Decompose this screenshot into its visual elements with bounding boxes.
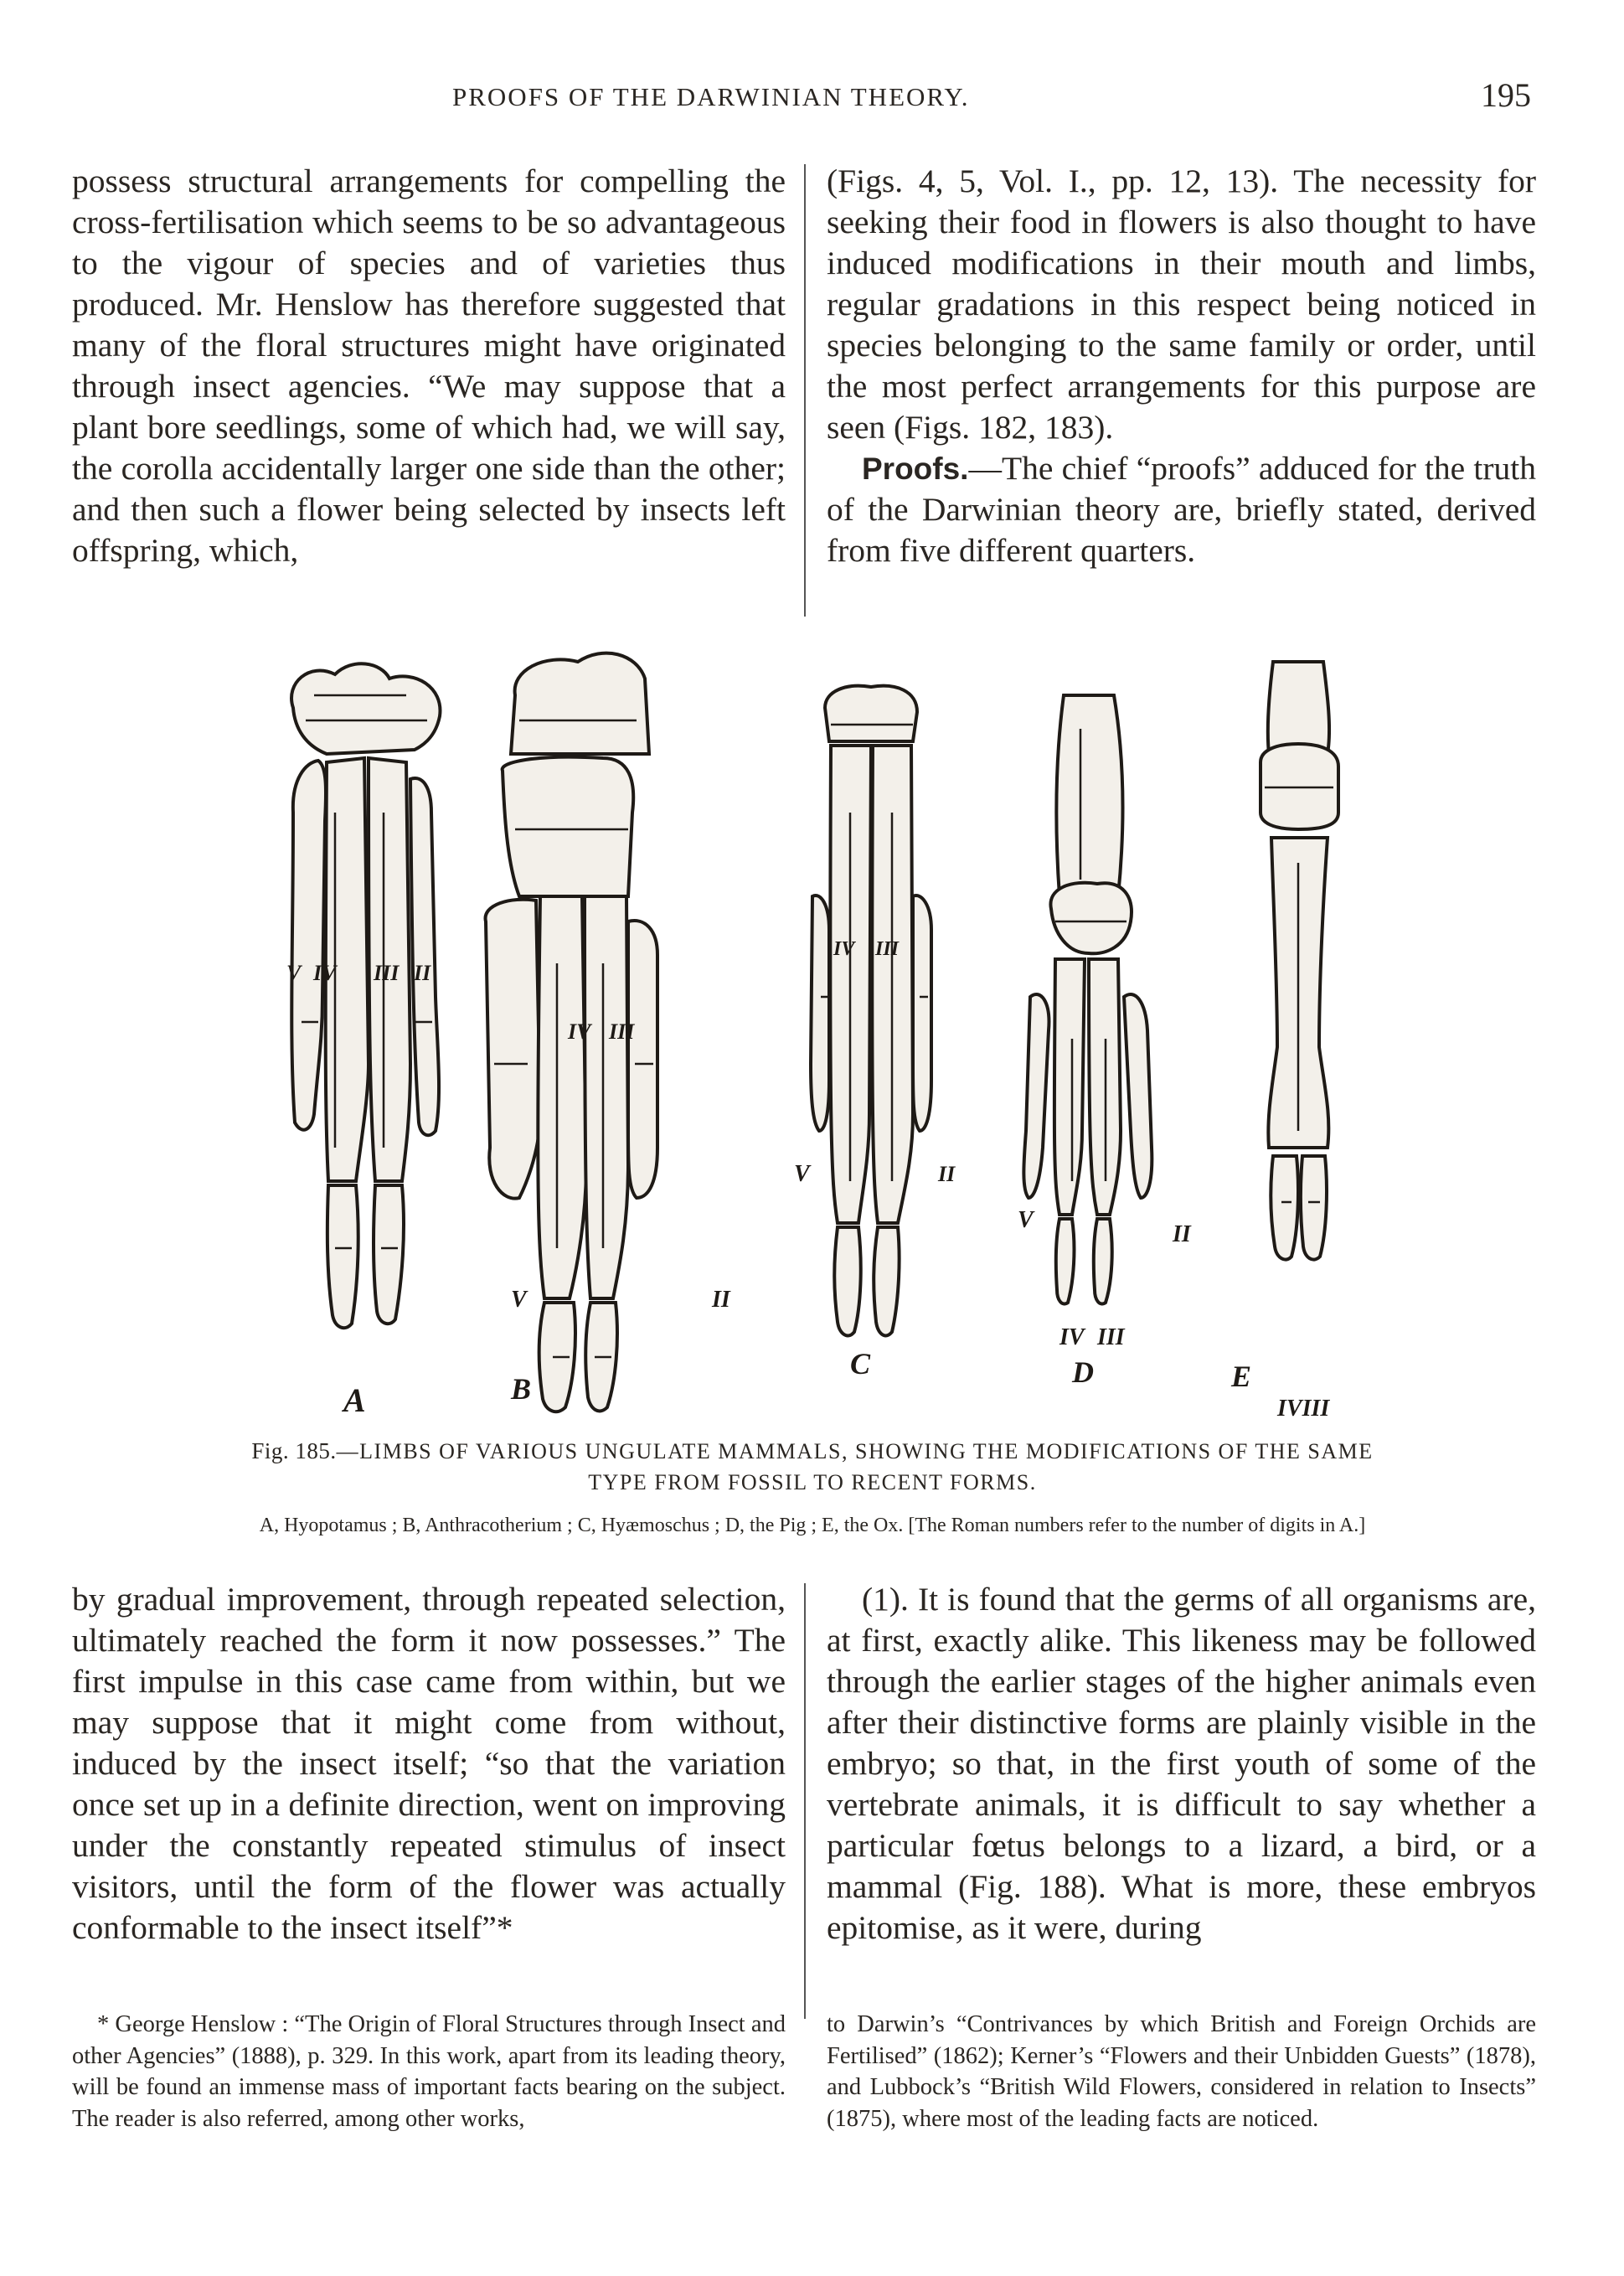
- footnote-right: [827, 2009, 1536, 2134]
- bottom-left-paragraph: by gradual improvement, through repeated selection, ultimately reached the form it now possesses.” The first impulse in this case came from within, but we may suppose that it might come from without, induced by the insect itself; “so that the variation once set up in a definite direction, went on improving under the constantly repeated stimulus of insect visitors, until the form of the flower was actually conformable to the insect itself”*: [72, 1581, 786, 1946]
- figure-caption-line-2: TYPE FROM FOSSIL TO RECENT FORMS.: [588, 1470, 1037, 1494]
- digit-label-d-ii: II: [1173, 1221, 1191, 1247]
- figure-legend: A, Hyopotamus ; B, Anthracotherium ; C, Hyæmoschus ; D, the Pig ; E, the Ox. [The Roman numbers refer to the number of digits in A.]: [259, 1515, 1366, 1536]
- proofs-heading: Proofs.: [862, 452, 969, 486]
- column-divider-top: [804, 164, 806, 617]
- limb-d-drawing: [1023, 695, 1152, 1304]
- top-left-column: [72, 161, 786, 571]
- bottom-left-column: [72, 1579, 786, 1948]
- footnote-right-text: to Darwin’s “Contrivances by which British and Foreign Orchids are Fertilised” (1862); Kerner’s “Flowers and their Unbidden Guests” (1878), and Lubbock’s “British Wild Flowers, considered in relation to Insects” (1875), where most of the leading facts are noticed.: [827, 2011, 1536, 2132]
- digit-label-b-v: V: [511, 1287, 527, 1313]
- digit-label-b-ii: II: [712, 1287, 730, 1313]
- digit-label-a-ii: II: [414, 961, 431, 985]
- top-left-paragraph: possess structural arrangements for compelling the cross-fertilisation which seems to be so advantageous to the vigour of species and of varieties thus produced. Mr. Henslow has therefore suggested that many of the floral structures might have originated through insect agencies. “We may suppose that a plant bore seedlings, some of which had, we will say, the corolla accidentally larger one side than the other; and then such a flower being selected by insects left offspring, which,: [72, 163, 786, 569]
- digit-label-a-iv: IV: [313, 961, 337, 985]
- figure-letter-a: A: [343, 1381, 366, 1419]
- figure-caption-text-1: —LIMBS OF VARIOUS UNGULATE MAMMALS, SHOWING THE MODIFICATIONS OF THE SAME: [336, 1439, 1374, 1463]
- digit-label-c-v: V: [794, 1161, 810, 1187]
- footnote-left: [72, 2009, 786, 2134]
- running-head: PROOFS OF THE DARWINIAN THEORY.: [452, 82, 970, 111]
- footnote-left-text: * George Henslow : “The Origin of Floral Structures through Insect and other Agencies” (1888), p. 329. In this work, apart from its leading theory, will be found an immense mass of important facts bearing on the subject. The reader is also referred, among other works,: [72, 2011, 786, 2132]
- limb-a-drawing: [291, 663, 440, 1328]
- limb-c-drawing: [811, 686, 931, 1336]
- digit-label-c-iii: III: [875, 938, 900, 960]
- digit-label-e-iv-iii: IVIII: [1277, 1396, 1330, 1422]
- column-divider-bottom: [804, 1583, 806, 2019]
- digit-label-c-iv: IV: [833, 938, 855, 960]
- top-right-column: [827, 161, 1536, 571]
- figure-letter-e: E: [1231, 1360, 1252, 1393]
- digit-label-b-iv: IV: [568, 1019, 591, 1044]
- digit-label-c-ii: II: [938, 1162, 956, 1186]
- digit-label-d-iv: IV: [1059, 1324, 1085, 1350]
- digit-label-a-iii: III: [374, 961, 400, 985]
- bottom-right-column: [827, 1579, 1536, 1948]
- page-number: 195: [1481, 76, 1531, 114]
- ungulate-limbs-illustration: [235, 645, 1390, 1424]
- figure-letter-b: B: [511, 1372, 532, 1406]
- proofs-paragraph: [827, 448, 1536, 571]
- figure-letter-c: C: [850, 1347, 871, 1381]
- digit-label-a-v: V: [286, 961, 302, 985]
- figure-number: Fig. 185.: [251, 1438, 337, 1463]
- limb-e-drawing: [1261, 662, 1338, 1260]
- proofs-paragraph-text: —The chief “proofs” adduced for the truth of the Darwinian theory are, briefly stated, derived from five different quarters.: [827, 450, 1536, 569]
- digit-label-d-iii: III: [1097, 1324, 1125, 1350]
- digit-label-d-v: V: [1018, 1207, 1034, 1233]
- bottom-right-paragraph: (1). It is found that the germs of all organisms are, at first, exactly alike. This likeness may be followed through the earlier stages of the higher animals even after their distinctive forms are plainly visible in the embryo; so that, in the first youth of some of the vertebrate animals, it is difficult to say whether a particular fœtus belongs to a lizard, a bird, or a mammal (Fig. 188). What is more, these embryos epitomise, as it were, during: [827, 1581, 1536, 1946]
- figure-caption-line-1: [101, 1438, 1524, 1464]
- top-right-paragraph-1: (Figs. 4, 5, Vol. I., pp. 12, 13). The necessity for seeking their food in flowers is also thought to have induced modifications in their mouth and limbs, regular gradations in this respect being noticed in species belonging to the same family or order, until the most perfect arrangements for this purpose are seen (Figs. 182, 183).: [827, 163, 1536, 446]
- digit-label-b-iii: III: [609, 1019, 635, 1044]
- figure-letter-d: D: [1072, 1355, 1094, 1389]
